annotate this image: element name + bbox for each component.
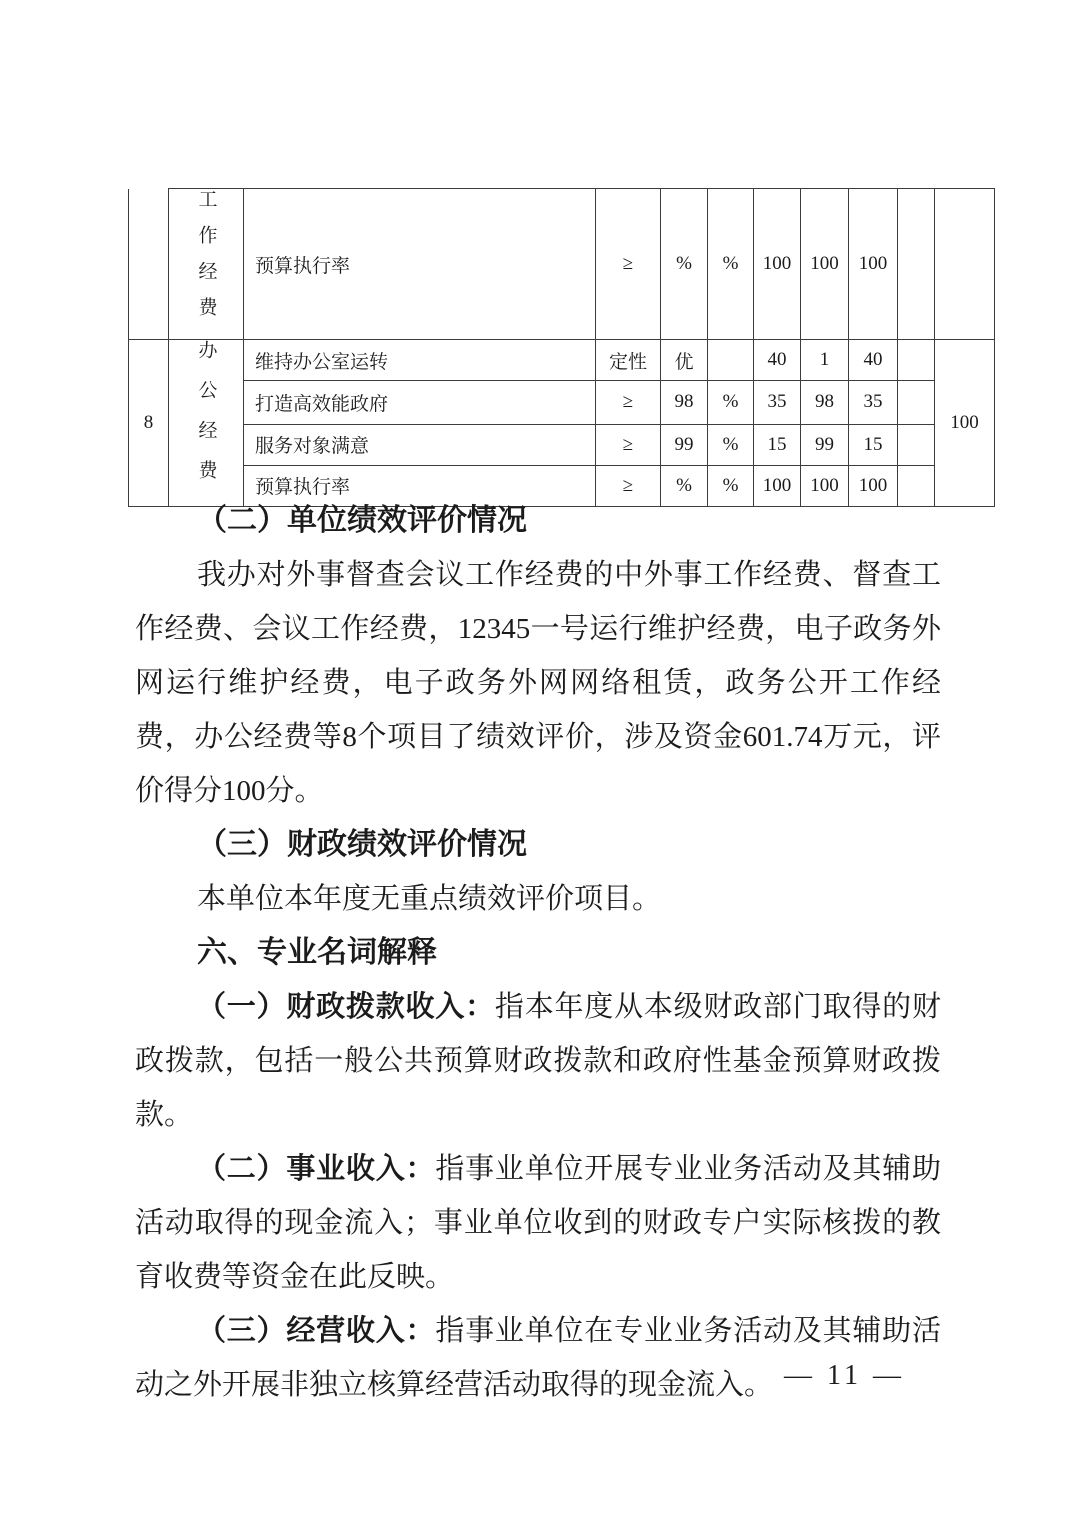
cell-score: 40 bbox=[849, 340, 898, 381]
cell-indicator: 打造高效能政府 bbox=[244, 381, 596, 424]
section-heading-unit-eval: （二）单位绩效评价情况 bbox=[197, 504, 527, 537]
cell-actual: 100 bbox=[801, 465, 849, 506]
cell-weight: 100 bbox=[754, 189, 801, 340]
cell-extra bbox=[898, 424, 935, 465]
cell-indicator: 预算执行率 bbox=[244, 189, 596, 340]
cell-direction: ≥ bbox=[596, 465, 661, 506]
paragraph-term-1 bbox=[135, 980, 941, 1142]
cell-indicator: 预算执行率 bbox=[244, 465, 596, 506]
cell-target: % bbox=[661, 465, 708, 506]
cell-indicator: 维持办公室运转 bbox=[244, 340, 596, 381]
table-row bbox=[129, 424, 995, 465]
cell-total-prev bbox=[935, 189, 995, 340]
paragraph-term-3 bbox=[135, 1304, 941, 1412]
cell-category-prev bbox=[169, 189, 244, 340]
cell-indicator: 服务对象满意 bbox=[244, 424, 596, 465]
table-row bbox=[129, 340, 995, 381]
term-lead-2: （二）事业收入： bbox=[197, 1153, 436, 1185]
cell-extra bbox=[898, 340, 935, 381]
category-vertical-label: 工作经费 bbox=[195, 189, 217, 333]
document-body bbox=[135, 494, 941, 1412]
cell-actual: 98 bbox=[801, 381, 849, 424]
cell-target: % bbox=[661, 189, 708, 340]
term-rest-2: 指事业单位开展专业业务活动及其辅助活动取得的现金流入；事业单位收到的财政专户实际核拨的教育收费等资金在此反映。 bbox=[135, 1153, 941, 1293]
table-row bbox=[129, 381, 995, 424]
table-row bbox=[129, 189, 995, 340]
cell-target: 98 bbox=[661, 381, 708, 424]
paragraph-unit-eval: 我办对外事督查会议工作经费的中外事工作经费、督查工作经费、会议工作经费，12345一号运行维护经费，电子政务外网运行维护经费，电子政务外网网络租赁，政务公开工作经费，办公经费等8个项目了绩效评价，涉及资金601.74万元，评价得分100分。 bbox=[135, 559, 941, 807]
paragraph-fiscal-eval: 本单位本年度无重点绩效评价项目。 bbox=[197, 883, 662, 915]
cell-direction: 定性 bbox=[596, 340, 661, 381]
cell-unit: % bbox=[708, 465, 754, 506]
cell-group-total: 100 bbox=[935, 340, 995, 507]
cell-score: 100 bbox=[849, 189, 898, 340]
section-heading-glossary: 六、专业名词解释 bbox=[197, 936, 437, 969]
cell-direction: ≥ bbox=[596, 189, 661, 340]
performance-indicator-table bbox=[128, 188, 995, 507]
paragraph-term-2 bbox=[135, 1142, 941, 1304]
cell-score: 35 bbox=[849, 381, 898, 424]
cell-actual: 100 bbox=[801, 189, 849, 340]
cell-extra bbox=[898, 189, 935, 340]
cell-unit bbox=[708, 340, 754, 381]
cell-unit: % bbox=[708, 189, 754, 340]
cell-unit: % bbox=[708, 424, 754, 465]
cell-score: 15 bbox=[849, 424, 898, 465]
cell-direction: ≥ bbox=[596, 424, 661, 465]
cell-actual: 1 bbox=[801, 340, 849, 381]
cell-group-number-prev bbox=[129, 189, 169, 340]
cell-group-number: 8 bbox=[129, 340, 169, 507]
cell-direction: ≥ bbox=[596, 381, 661, 424]
category-vertical-label: 办公经费 bbox=[195, 340, 217, 500]
cell-weight: 40 bbox=[754, 340, 801, 381]
cell-weight: 15 bbox=[754, 424, 801, 465]
term-rest-1: 指本年度从本级财政部门取得的财政拨款，包括一般公共预算财政拨款和政府性基金预算财政拨款。 bbox=[135, 991, 941, 1131]
term-lead-3: （三）经营收入： bbox=[197, 1315, 436, 1347]
cell-target: 优 bbox=[661, 340, 708, 381]
cell-extra bbox=[898, 381, 935, 424]
cell-weight: 100 bbox=[754, 465, 801, 506]
page-number: — 11 — bbox=[784, 1360, 905, 1391]
section-heading-fiscal-eval: （三）财政绩效评价情况 bbox=[197, 828, 527, 861]
cell-score: 100 bbox=[849, 465, 898, 506]
term-lead-1: （一）财政拨款收入： bbox=[197, 991, 495, 1023]
cell-weight: 35 bbox=[754, 381, 801, 424]
cell-unit: % bbox=[708, 381, 754, 424]
cell-category bbox=[169, 340, 244, 507]
term-rest-3: 指事业单位在专业业务活动及其辅助活动之外开展非独立核算经营活动取得的现金流入。 bbox=[135, 1315, 941, 1401]
cell-target: 99 bbox=[661, 424, 708, 465]
cell-actual: 99 bbox=[801, 424, 849, 465]
